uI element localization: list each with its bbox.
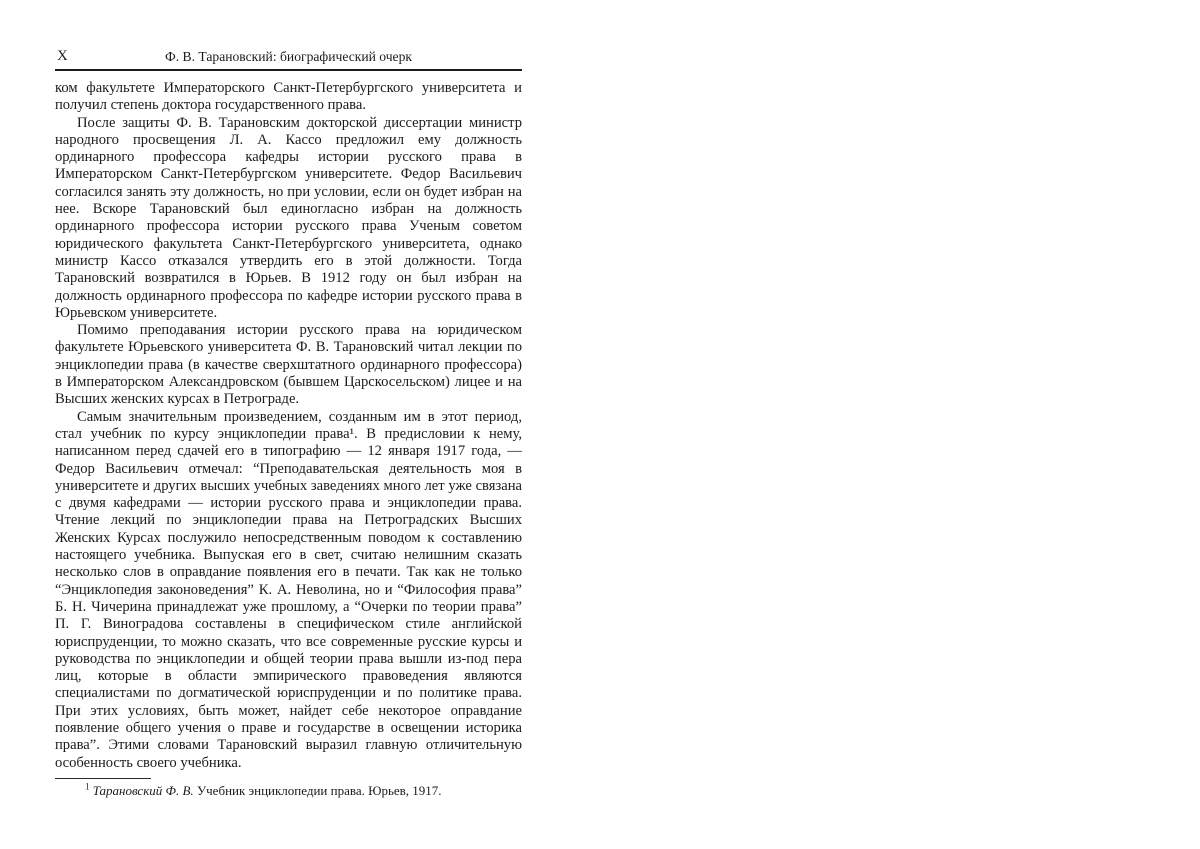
body-text bbox=[55, 80, 522, 799]
footnote-reference: Учебник энциклопедии права. Юрьев, 1917. bbox=[196, 783, 442, 799]
paragraph: Самым значительным произведением, созданным им в этот период, стал учебник по курсу энциклопедии права¹. В предисловии к нему, написанном перед сдачей его в типографию — 12 января 1917 года, — Федор Васильевич отмечал: “Преподавательская деятельность моя в университете и других высших учебных заведениях много лет уже связана с двумя кафедрами — истории русского права и энциклопедии права. Чтение лекций по энциклопедии права на Петроградских Высших Женских Курсах послужило непосредственным поводом к составлению настоящего учебника. Выпуская его в свет, считаю нелишним сказать несколько слов в оправдание появления его в печати. Так как не только “Энциклопедия законоведения” К. А. Неволина, но и “Философия права” Б. Н. Чичерина принадлежат уже прошлому, а “Очерки по теории права” П. Г. Виноградова составлены в специфическом стиле английской юриспруденции, то можно сказать, что все современные русские курсы и руководства по энциклопедии и общей теории права вышли из-под пера лиц, которые в области эмпирического правоведения являются специалистами по догматической юриспруденции и по политике права. При этих условиях, быть может, найдет себе некоторое оправдание появление общего учения о праве и государстве в освещении историка права”. Этими словами Тарановский выразил главную отличительную особенность своего учебника. bbox=[55, 408, 522, 771]
page-number: X bbox=[57, 48, 69, 64]
footnote-divider bbox=[55, 778, 151, 779]
paragraph: После защиты Ф. В. Тарановским докторской диссертации министр народного просвещения Л. А. Кассо предложил ему должность ординарного профессора кафедры истории русского права в Императорском Санкт-Петербургском университете. Федор Васильевич согласился занять эту должность, но при условии, если он будет избран на нее. Вскоре Тарановский был единогласно избран на должность ординарного профессора истории русского права Ученым советом юридического факультета Санкт-Петербургского университета, однако министр Кассо отказался утвердить его в этой должности. Тогда Тарановский возвратился в Юрьев. В 1912 году он был избран на должность ординарного профессора по кафедре истории русского права в Юрьевском университете. bbox=[55, 114, 522, 321]
paragraph: Помимо преподавания истории русского права на юридическом факультете Юрьевского университета Ф. В. Тарановский читал лекции по энциклопедии права (в качестве сверхштатного ординарного профессора) в Императорском Александровском (бывшем Царскосельском) лицее и на Высших женских курсах в Петрограде. bbox=[55, 322, 522, 408]
running-title: Ф. В. Тарановский: биографический очерк bbox=[165, 49, 412, 64]
footnote-author: Тарановский Ф. В. bbox=[92, 783, 194, 799]
paragraph: ком факультете Императорского Санкт-Петербургского университета и получил степень доктора государственного права. bbox=[55, 80, 522, 114]
page-header bbox=[55, 47, 522, 67]
footnote-marker: 1 bbox=[85, 781, 90, 792]
header-divider bbox=[55, 69, 522, 71]
footnote-text bbox=[55, 783, 522, 799]
footnote bbox=[55, 778, 522, 799]
